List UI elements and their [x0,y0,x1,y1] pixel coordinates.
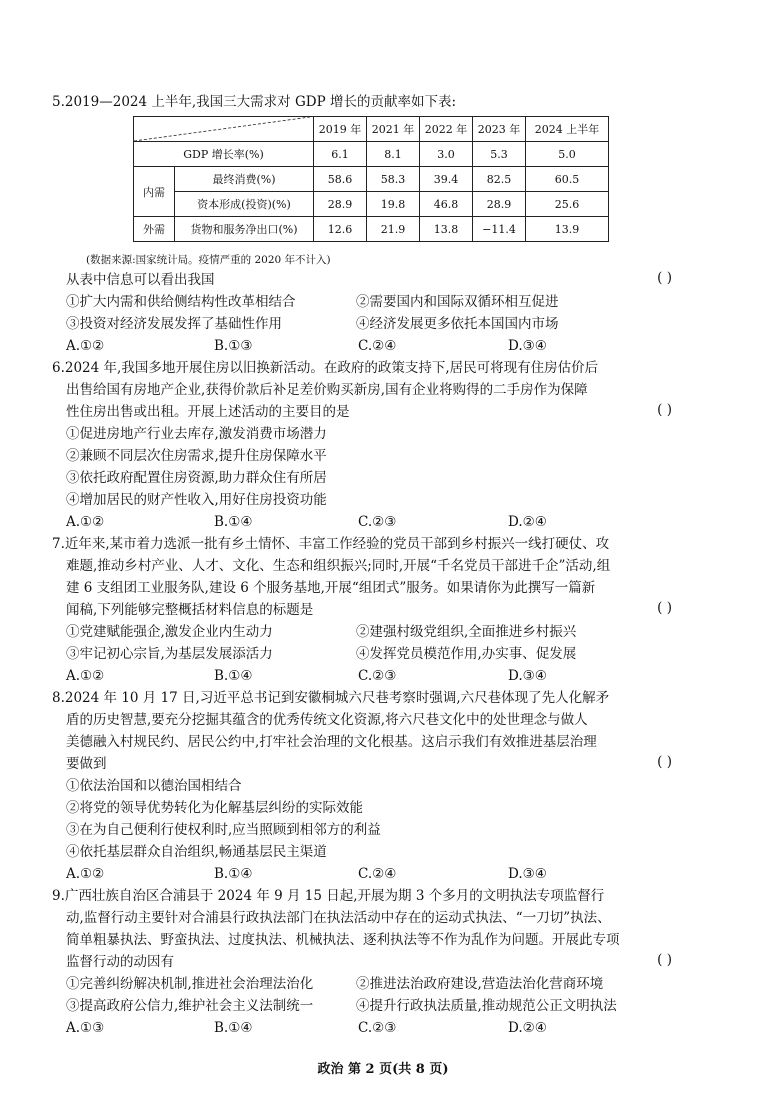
option-d[interactable]: D.②④ [508,514,547,530]
table-cell: 28.9 [314,192,367,217]
q7-stem-line: 闻稿,下列能够完整概括材料信息的标题是 [66,602,314,618]
option-a[interactable]: A.①③ [66,1020,105,1036]
option-a[interactable]: A.①② [66,338,105,354]
table-cell: 21.9 [367,217,420,242]
statement: ④发挥党员模范作用,办实事、促发展 [356,646,577,662]
statement: ④提升行政执法质量,推动规范公正文明执法 [356,998,617,1014]
q7-stem-line: 7.近年来,某市着力选派一批有乡土情怀、丰富工作经验的党员干部到乡村振兴一线打硬仗、攻 [52,536,610,552]
q9-stem-line: 监督行动的动因有 [66,954,174,970]
statement: ②建强村级党组织,全面推进乡村振兴 [356,624,577,640]
answer-bracket: ( ) [657,754,672,770]
table-cell: 60.5 [526,167,609,192]
option-a[interactable]: A.①② [66,514,105,530]
table-cell: 13.8 [420,217,473,242]
year-header: 2019 年 [314,117,367,142]
statement: ①扩大内需和供给侧结构性改革相结合 [66,294,296,310]
q9-stem-line: 简单粗暴执法、野蛮执法、过度执法、机械执法、逐利执法等不作为乱作为问题。开展此专项 [66,932,620,948]
year-header: 2022 年 [420,117,473,142]
statement: ②需要国内和国际双循环相互促进 [356,294,559,310]
year-header: 2024 上半年 [526,117,609,142]
table-cell: 58.3 [367,167,420,192]
statement: ②推进法治政府建设,营造法治化营商环境 [356,976,604,992]
table-header-row [134,117,609,142]
q9-stem-line: 动,监督行动主要针对合浦县行政执法部门在执法活动中存在的运动式执法、“一刀切”执法、 [66,910,611,926]
option-d[interactable]: D.③④ [508,866,547,882]
table-cell: 3.0 [420,142,473,167]
investment-label: 资本形成(投资)(%) [175,192,314,217]
option-c[interactable]: C.②③ [358,668,397,684]
q8-stem-line: 8.2024 年 10 月 17 日,习近平总书记到安徽桐城六尺巷考察时强调,六尺巷体现了先人化解矛 [52,690,610,706]
table-cell: 13.9 [526,217,609,242]
q8-stem-line: 美德融入村规民约、居民公约中,打牢社会治理的文化根基。这启示我们有效推进基层治理 [66,734,597,750]
table-row [134,142,609,167]
table-cell: 8.1 [367,142,420,167]
q8-stem-line: 盾的历史智慧,要充分挖掘其蕴含的优秀传统文化资源,将六尺巷文化中的处世理念与做人 [66,712,588,728]
table-cell: 5.0 [526,142,609,167]
option-b[interactable]: B.①④ [214,866,253,882]
statement: ①党建赋能强企,激发企业内生动力 [66,624,273,640]
table-cell: 6.1 [314,142,367,167]
q7-stem-line: 建 6 支组团工业服务队,建设 6 个服务基地,开展“组团式”服务。如果请你为此撰写一篇新 [66,580,596,596]
option-b[interactable]: B.①④ [214,668,253,684]
option-c[interactable]: C.②④ [358,866,397,882]
q5-stem: 5.2019—2024 上半年,我国三大需求对 GDP 增长的贡献率如下表: [52,94,456,110]
table-cell: 19.8 [367,192,420,217]
option-b[interactable]: B.①④ [214,514,253,530]
option-b[interactable]: B.①③ [214,338,253,354]
table-row [134,192,609,217]
q8-stem-line: 要做到 [66,756,107,772]
option-d[interactable]: D.②④ [508,1020,547,1036]
answer-bracket: ( ) [657,600,672,616]
statement: ④经济发展更多依托本国国内市场 [356,316,559,332]
option-c[interactable]: C.②③ [358,1020,397,1036]
statement: ③牢记初心宗旨,为基层发展添活力 [66,646,273,662]
gdp-growth-label: GDP 增长率(%) [134,142,314,167]
net-export-label: 货物和服务净出口(%) [175,217,314,242]
q6-stem-line: 6.2024 年,我国多地开展住房以旧换新活动。在政府的政策支持下,居民可将现有住房估价后 [52,360,599,376]
table-source-note: (数据来源:国家统计局。疫情严重的 2020 年不计入) [86,254,331,266]
table-cell: 46.8 [420,192,473,217]
statement: ③提高政府公信力,维护社会主义法制统一 [66,998,314,1014]
table-row [134,167,609,192]
table-cell: 28.9 [473,192,526,217]
external-demand-label: 外需 [134,217,175,242]
statement: ③投资对经济发展发挥了基础性作用 [66,316,282,332]
diagonal-header-cell [134,117,314,142]
table-cell: −11.4 [473,217,526,242]
option-d[interactable]: D.③④ [508,668,547,684]
q5-ask: 从表中信息可以看出我国 [66,272,215,288]
consumption-label: 最终消费(%) [175,167,314,192]
statement: ①完善纠纷解决机制,推进社会治理法治化 [66,976,314,992]
q6-stem-line: 出售给国有房地产企业,获得价款后补足差价购买新房,国有企业将购得的二手房作为保障 [66,382,588,398]
option-a[interactable]: A.①② [66,866,105,882]
page-footer: 政治 第 2 页(共 8 页) [317,1062,449,1077]
gdp-contribution-table [133,116,609,242]
answer-bracket: ( ) [657,270,672,286]
statement: ②兼顾不同层次住房需求,提升住房保障水平 [66,448,327,464]
q7-stem-line: 难题,推动乡村产业、人才、文化、生态和组织振兴;同时,开展“千名党员干部进千企”活动,组 [66,558,611,574]
table-row [134,217,609,242]
answer-bracket: ( ) [657,952,672,968]
statement: ④增加居民的财产性收入,用好住房投资功能 [66,492,327,508]
table-cell: 39.4 [420,167,473,192]
table-cell: 25.6 [526,192,609,217]
diagonal-line-icon [134,117,310,141]
option-c[interactable]: C.②④ [358,338,397,354]
table-cell: 82.5 [473,167,526,192]
table-cell: 58.6 [314,167,367,192]
option-a[interactable]: A.①② [66,668,105,684]
table-cell: 12.6 [314,217,367,242]
answer-bracket: ( ) [657,402,672,418]
q6-stem-line: 性住房出售或出租。开展上述活动的主要目的是 [66,404,350,420]
statement: ②将党的领导优势转化为化解基层纠纷的实际效能 [66,800,363,816]
statement: ③在为自己便利行使权利时,应当照顾到相邻方的利益 [66,822,381,838]
statement: ④依托基层群众自治组织,畅通基层民主渠道 [66,844,327,860]
statement: ③依托政府配置住房资源,助力群众住有所居 [66,470,327,486]
q9-stem-line: 9.广西壮族自治区合浦县于 2024 年 9 月 15 日起,开展为期 3 个多月的文明执法专项监督行 [52,888,605,904]
domestic-demand-label: 内需 [134,167,175,217]
option-d[interactable]: D.③④ [508,338,547,354]
option-c[interactable]: C.②③ [358,514,397,530]
year-header: 2023 年 [473,117,526,142]
statement: ①促进房地产行业去库存,激发消费市场潜力 [66,426,327,442]
year-header: 2021 年 [367,117,420,142]
option-b[interactable]: B.①④ [214,1020,253,1036]
statement: ①依法治国和以德治国相结合 [66,778,242,794]
table-cell: 5.3 [473,142,526,167]
